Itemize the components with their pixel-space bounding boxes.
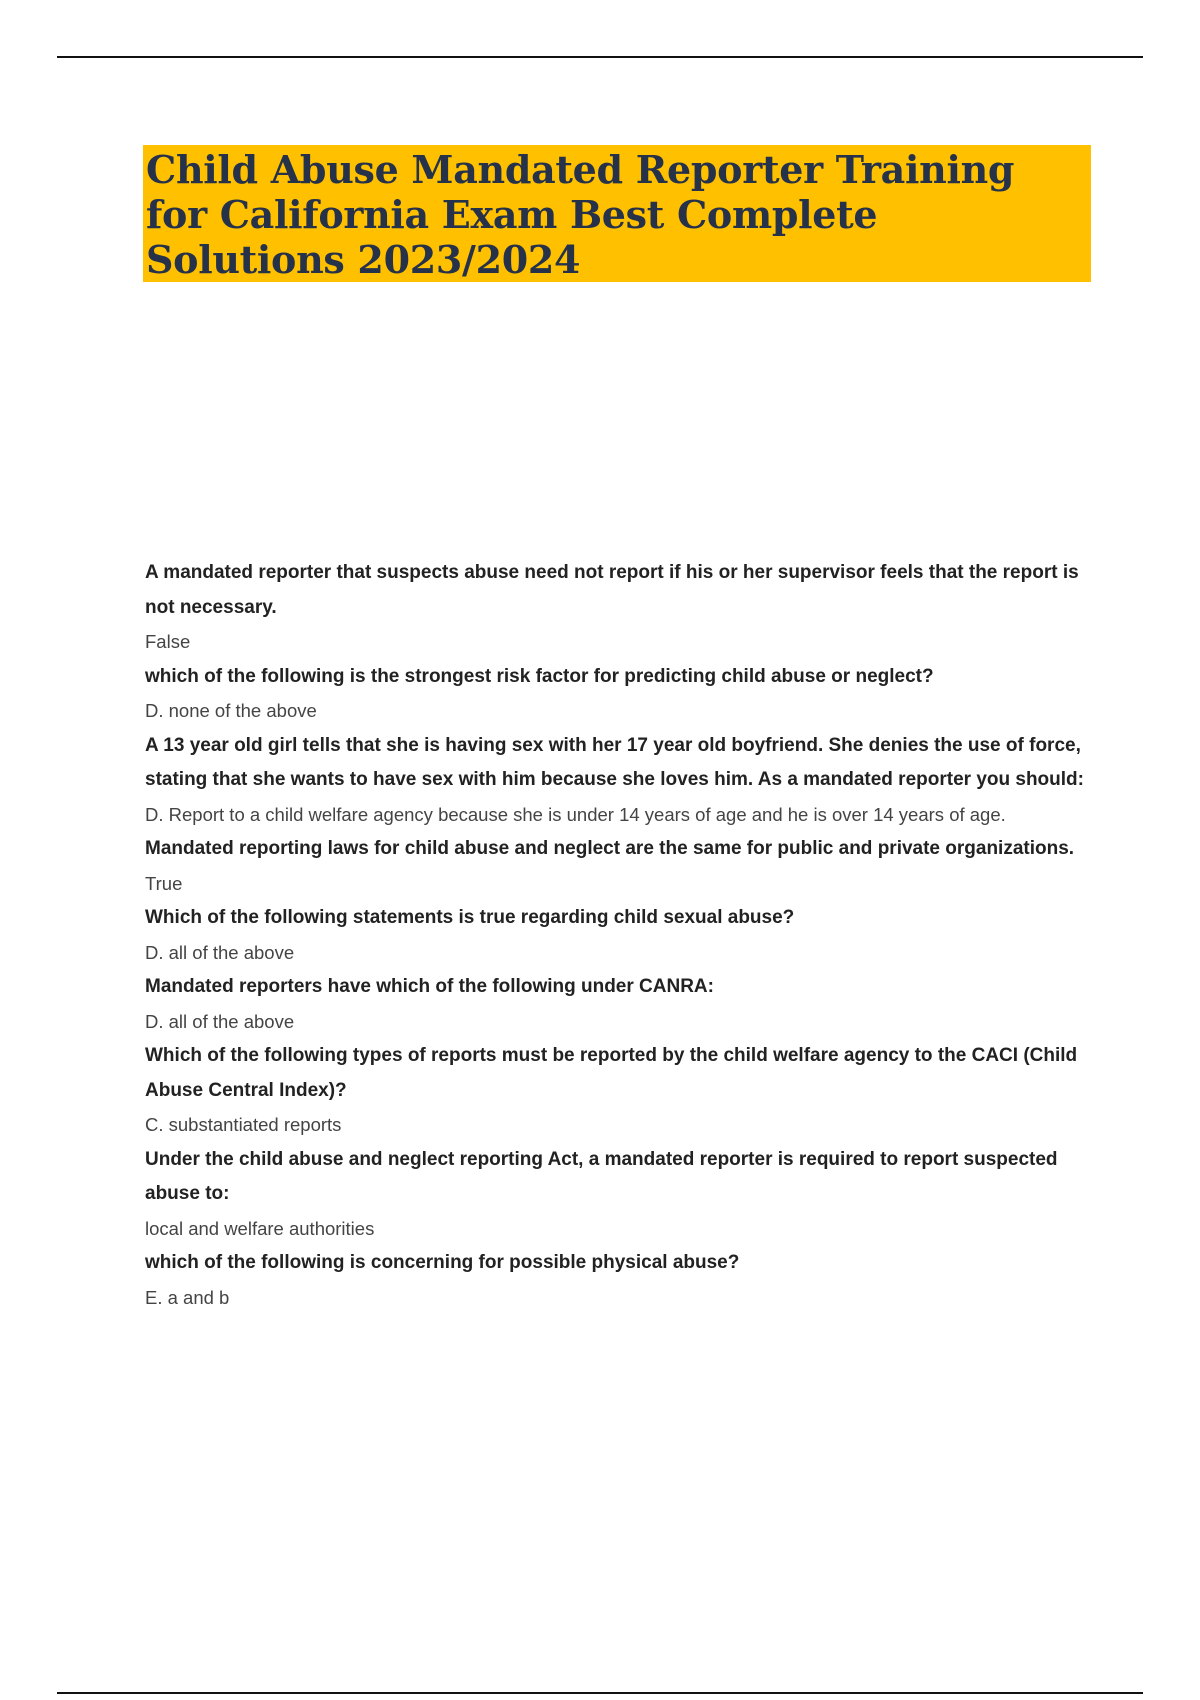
question-text: Which of the following statements is true regarding child sexual abuse? <box>145 907 795 928</box>
qa-item <box>145 832 1105 901</box>
question-text: A 13 year old girl tells that she is having sex with her 17 year old boyfriend. She denies the use of force, stating that she wants to have sex with him because she loves him. As a mandated reporter you should: <box>145 734 1084 790</box>
qa-item <box>145 660 1105 729</box>
qa-item <box>145 556 1105 660</box>
qa-item <box>145 901 1105 970</box>
document-title: Child Abuse Mandated Reporter Training for California Exam Best Complete Solutions 2023/2024 <box>146 147 1015 282</box>
question-text: which of the following is the strongest risk factor for predicting child abuse or neglect? <box>145 665 934 687</box>
qa-list <box>145 556 1105 1315</box>
question-text: Under the child abuse and neglect reporting Act, a mandated reporter is required to report suspected abuse to: <box>145 1148 1058 1204</box>
qa-item <box>145 1039 1105 1143</box>
bottom-rule <box>57 1692 1143 1694</box>
answer-text: D. none of the above <box>145 700 317 721</box>
qa-item <box>145 970 1105 1039</box>
answer-text: False <box>145 631 191 652</box>
top-rule <box>57 56 1143 58</box>
qa-item <box>145 1143 1105 1247</box>
answer-text: D. all of the above <box>145 941 295 963</box>
answer-text: local and welfare authorities <box>145 1217 375 1239</box>
answer-text: True <box>145 872 183 894</box>
answer-text: E. a and b <box>145 1286 230 1308</box>
answer-text: C. substantiated reports <box>145 1114 342 1135</box>
answer-text: D. all of the above <box>145 1010 295 1032</box>
title-highlight <box>143 145 1091 282</box>
question-text: Mandated reporters have which of the following under CANRA: <box>145 976 714 997</box>
qa-item <box>145 729 1105 833</box>
question-text: Which of the following types of reports must be reported by the child welfare agency to the CACI (Child Abuse Central Index)? <box>145 1045 1078 1101</box>
question-text: which of the following is concerning for possible physical abuse? <box>145 1252 740 1273</box>
question-text: A mandated reporter that suspects abuse need not report if his or her supervisor feels that the report is not necessary. <box>145 562 1079 618</box>
qa-item <box>145 1246 1105 1315</box>
question-text: Mandated reporting laws for child abuse and neglect are the same for public and private organizations. <box>145 838 1075 859</box>
answer-text: D. Report to a child welfare agency because she is under 14 years of age and he is over 14 years of age. <box>145 803 1006 825</box>
